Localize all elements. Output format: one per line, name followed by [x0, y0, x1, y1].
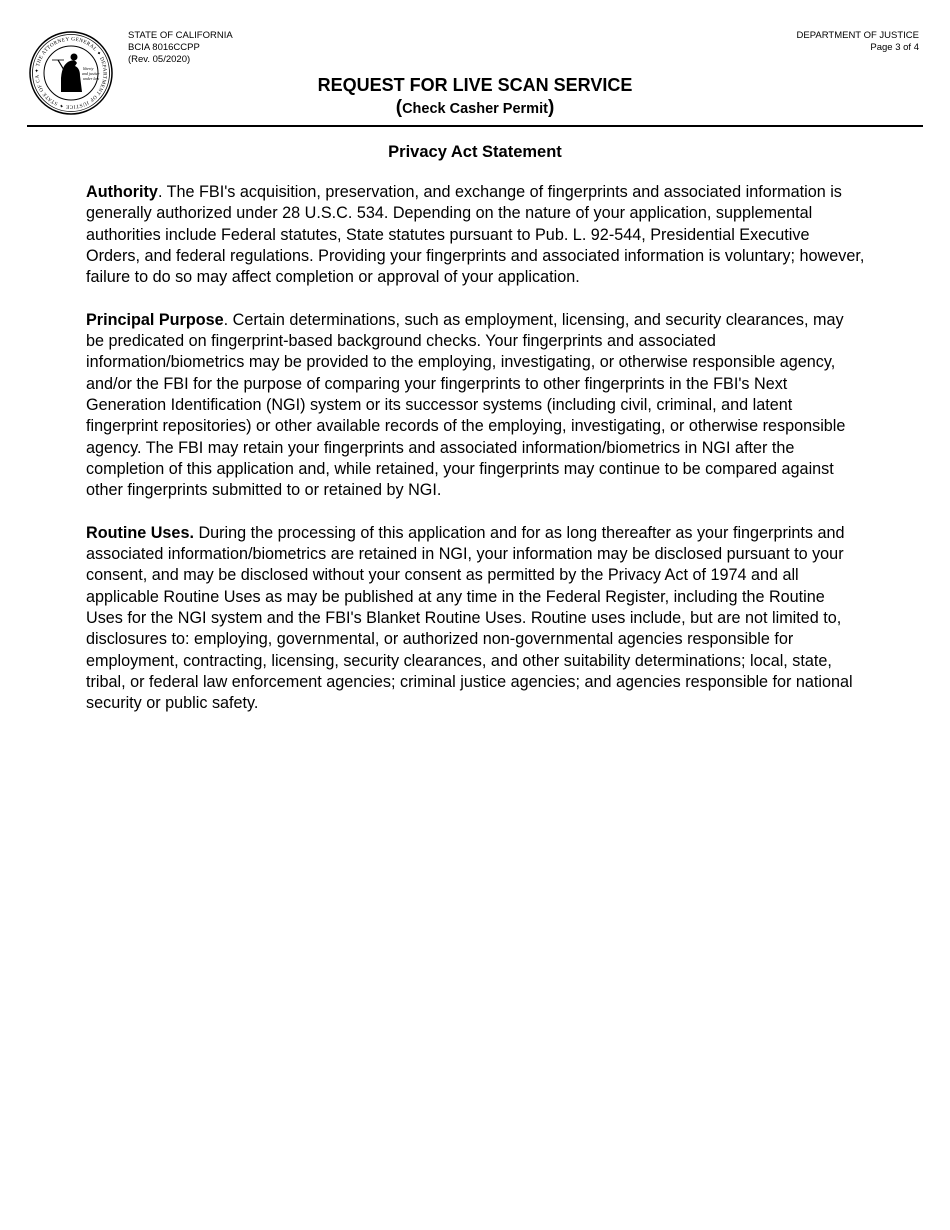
paragraph-principal-purpose: [86, 310, 866, 502]
paragraph-text: During the processing of this application and for as long thereafter as your fingerprints and associated information/biometrics are retained in NGI, your information may be disclosed pursuant to your consent, and may be disclosed without your consent as permitted by the Privacy Act of 1974 and all applicable Routine Uses as may be published at any time in the Federal Register, including the Routine Uses for the NGI system and the FBI's Blanket Routine Uses. Routine uses include, but are not limited to, disclosures to: employing, governmental, or authorized non-governmental agencies responsible for employment, contracting, licensing, security clearances, and other suitability determinations; local, state, tribal, or federal law enforcement agencies; criminal justice agencies; and agencies responsible for national security or public safety.: [86, 523, 853, 713]
subtitle-text: Check Casher Permit: [402, 101, 548, 117]
state-label: STATE OF CALIFORNIA: [128, 30, 233, 41]
page-title: REQUEST FOR LIVE SCAN SERVICE: [317, 75, 633, 95]
svg-text:liberty: liberty: [83, 66, 94, 71]
paragraph-lead: Principal Purpose: [86, 310, 224, 329]
privacy-act-body: [86, 182, 866, 736]
revision-date: (Rev. 05/2020): [128, 54, 191, 65]
section-heading: Privacy Act Statement: [388, 143, 562, 161]
form-meta-right: [797, 30, 919, 54]
paragraph-text: . The FBI's acquisition, preservation, and exchange of fingerprints and associated information is generally authorized under 28 U.S.C. 534. Depending on the nature of your application, supplemental authorities include Federal statutes, State statutes pursuant to Pub. L. 92-544, Presidential Executive Orders, and federal regulations. Providing your fingerprints and associated information is voluntary; however, failure to do so may affect completion or approval of your application.: [86, 183, 865, 287]
paragraph-lead: Authority: [86, 183, 158, 201]
form-number: BCIA 8016CCPP: [128, 42, 200, 53]
svg-text:✦ THE ATTORNEY GENERAL ✦ DEPAR: ✦ THE ATTORNEY GENERAL ✦ DEPARTMENT OF JUSTICE ✦ STATE OF CA: [34, 36, 108, 110]
form-meta-left: [128, 30, 233, 66]
svg-text:under law: under law: [83, 76, 100, 81]
paragraph-routine-uses: [86, 523, 866, 715]
subtitle-close-paren: ): [547, 97, 555, 118]
page-number: Page 3 of 4: [870, 42, 919, 53]
subtitle-open-paren: (: [395, 97, 403, 118]
header-divider: [27, 125, 923, 127]
paragraph-lead: Routine Uses.: [86, 523, 194, 542]
paragraph-authority: [86, 182, 866, 288]
paragraph-text: . Certain determinations, such as employment, licensing, and security clearances, may be predicated on fingerprint-based background checks. Your fingerprints and associated information/biometrics may be provided to the employing, investigating, or otherwise responsible agency, and/or the FBI for the purpose of comparing your fingerprints to other fingerprints in the FBI's Next Generation Identification (NGI) system or its successor systems (including civil, criminal, and latent fingerprint repositories) or other available records of the employing, investigating, or otherwise responsible agency. The FBI may retain your fingerprints and associated information/biometrics in NGI after the completion of this application and, while retained, your fingerprints may continue to be compared against other fingerprints submitted to or retained by NGI.: [86, 310, 846, 500]
svg-text:and justice: and justice: [82, 71, 100, 76]
page-subtitle: [0, 97, 950, 120]
department-label: DEPARTMENT OF JUSTICE: [796, 30, 919, 41]
